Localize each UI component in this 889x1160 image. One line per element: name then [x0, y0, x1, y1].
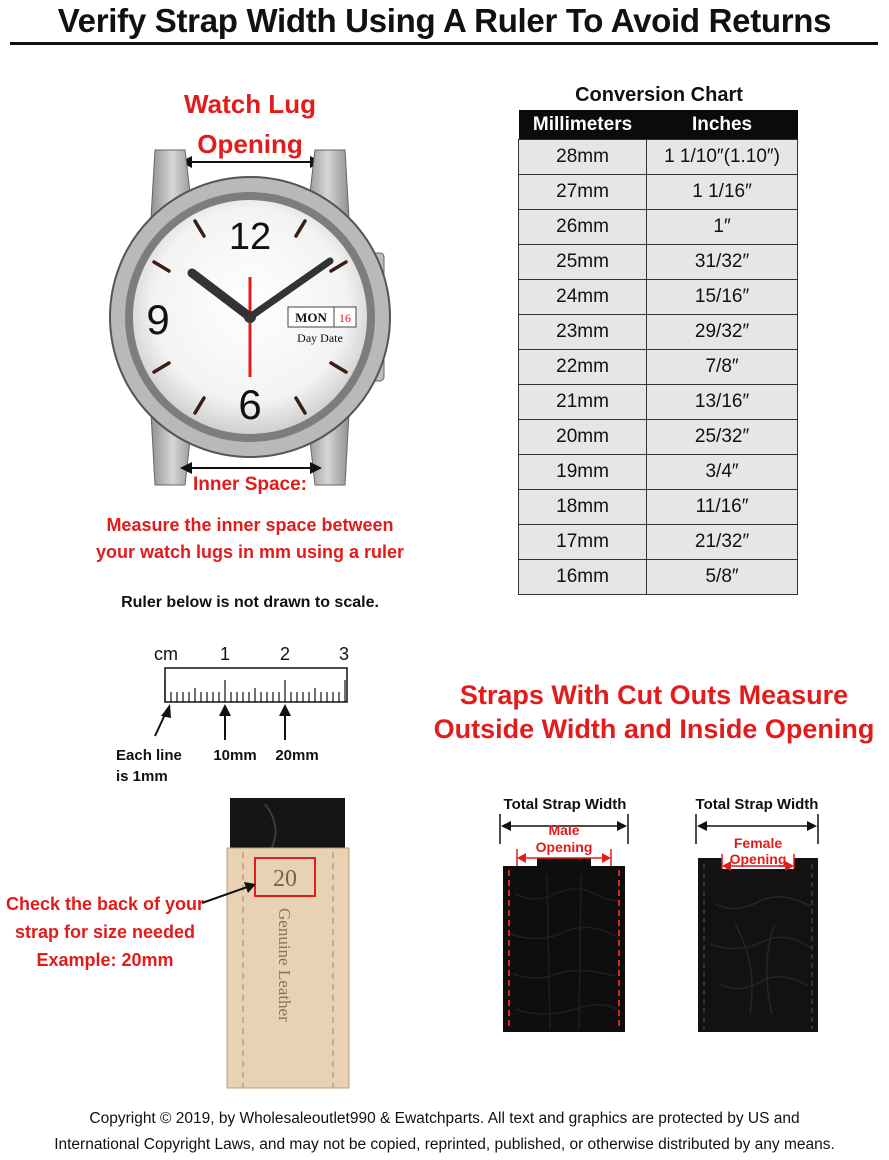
ruler-illustration	[110, 638, 370, 788]
numeral-6: 6	[238, 381, 262, 428]
male-label-1: Male	[548, 822, 580, 838]
measure-instructions	[40, 512, 460, 566]
lug-opening-arrow	[180, 156, 322, 168]
genuine-leather-stamp: Genuine Leather	[275, 908, 294, 1022]
conversion-row	[519, 560, 798, 595]
inner-space-label: Inner Space:	[192, 474, 308, 495]
measure-line-1: Measure the inner space between	[106, 515, 394, 535]
mm-cell: 18mm	[519, 490, 647, 525]
conversion-table-body	[519, 140, 798, 595]
ruler-10mm-label: 10mm	[213, 747, 257, 764]
header-inches: Inches	[647, 110, 798, 140]
ruler-note: Ruler below is not drawn to scale.	[121, 594, 379, 611]
conversion-row	[519, 315, 798, 350]
conversion-row	[519, 210, 798, 245]
strap-back-line-1: Check the back of your	[5, 894, 205, 914]
conversion-chart-title: Conversion Chart	[575, 84, 743, 106]
page-title: Verify Strap Width Using A Ruler To Avoid Returns	[57, 2, 832, 39]
ruler-arrow-20mm	[279, 704, 291, 740]
conversion-row	[519, 490, 798, 525]
watch-illustration	[100, 145, 400, 490]
copyright-notice	[0, 1106, 889, 1158]
inch-cell: 21/32″	[647, 525, 798, 560]
date-text: 16	[339, 311, 351, 325]
inch-cell: 31/32″	[647, 245, 798, 280]
title-underline	[10, 42, 878, 45]
day-text: MON	[295, 310, 327, 325]
conversion-row	[519, 455, 798, 490]
watch-lug-label-line1: Watch Lug	[184, 89, 316, 119]
conversion-table	[518, 110, 798, 595]
mm-cell: 19mm	[519, 455, 647, 490]
numeral-12: 12	[228, 216, 272, 258]
male-strap-illustration	[495, 814, 635, 1034]
male-total-width-label: Total Strap Width	[503, 796, 627, 813]
ruler-20mm-label: 20mm	[275, 747, 319, 764]
inch-cell: 29/32″	[647, 315, 798, 350]
female-label-1: Female	[733, 835, 783, 851]
strap-back-line-3: Example: 20mm	[36, 950, 174, 970]
inch-cell: 7/8″	[647, 350, 798, 385]
ruler-unit-label: cm	[154, 644, 178, 664]
measure-line-2: your watch lugs in mm using a ruler	[95, 542, 405, 562]
mm-cell: 24mm	[519, 280, 647, 315]
mm-cell: 21mm	[519, 385, 647, 420]
cutouts-title-line2: Outside Width and Inside Opening	[433, 714, 875, 744]
mm-cell: 28mm	[519, 140, 647, 175]
female-total-width-label: Total Strap Width	[695, 796, 819, 813]
each-line-label-1: Each line	[116, 747, 182, 764]
copyright-line-1: Copyright © 2019, by Wholesaleoutlet990 & Ewatchparts. All text and graphics are protected by US and	[89, 1110, 800, 1127]
hand-pin	[244, 311, 256, 323]
copyright-line-2: International Copyright Laws, and may not be copied, reprinted, published, or otherwise distributed by any means.	[54, 1136, 835, 1153]
male-label-2: Opening	[535, 839, 593, 855]
inch-cell: 13/16″	[647, 385, 798, 420]
mm-cell: 27mm	[519, 175, 647, 210]
mm-cell: 17mm	[519, 525, 647, 560]
mm-cell: 25mm	[519, 245, 647, 280]
inch-cell: 11/16″	[647, 490, 798, 525]
strap-back-illustration	[205, 790, 365, 1090]
female-label-2: Opening	[729, 851, 787, 867]
female-strap-illustration	[690, 814, 830, 1034]
ruler-arrow-10mm	[219, 704, 231, 740]
conversion-row	[519, 350, 798, 385]
conversion-row	[519, 385, 798, 420]
conversion-row	[519, 525, 798, 560]
inch-cell: 25/32″	[647, 420, 798, 455]
numeral-9: 9	[146, 296, 170, 343]
header-millimeters: Millimeters	[519, 110, 647, 140]
ruler-mark-2: 2	[279, 644, 291, 664]
female-strap-body	[698, 858, 818, 1032]
conversion-row	[519, 245, 798, 280]
mm-cell: 22mm	[519, 350, 647, 385]
inch-cell: 1″	[647, 210, 798, 245]
ruler-body	[165, 668, 347, 702]
mm-cell: 16mm	[519, 560, 647, 595]
strap-back-line-2: strap for size needed	[14, 922, 196, 942]
conversion-header-row	[519, 110, 798, 140]
inch-cell: 1 1/16″	[647, 175, 798, 210]
mm-cell: 26mm	[519, 210, 647, 245]
each-line-label-2: is 1mm	[116, 768, 168, 785]
mm-cell: 23mm	[519, 315, 647, 350]
conversion-row	[519, 175, 798, 210]
conversion-row	[519, 140, 798, 175]
strap-back-instructions	[0, 890, 210, 974]
inch-cell: 3/4″	[647, 455, 798, 490]
inch-cell: 5/8″	[647, 560, 798, 595]
mm-cell: 20mm	[519, 420, 647, 455]
watch-lug-label-line2: Opening	[197, 129, 303, 159]
inch-cell: 1 1/10″(1.10″)	[647, 140, 798, 175]
ruler-mark-1: 1	[219, 644, 231, 664]
conversion-row	[519, 280, 798, 315]
inner-space-arrow	[180, 462, 322, 474]
strap-size-number: 20	[273, 866, 297, 892]
ruler-arrow-1mm	[155, 704, 171, 736]
day-date-label: Day Date	[297, 331, 343, 345]
ruler-mark-3: 3	[338, 644, 350, 664]
conversion-row	[519, 420, 798, 455]
inch-cell: 15/16″	[647, 280, 798, 315]
cutouts-title-line1: Straps With Cut Outs Measure	[459, 680, 849, 710]
cutouts-title	[420, 678, 888, 746]
